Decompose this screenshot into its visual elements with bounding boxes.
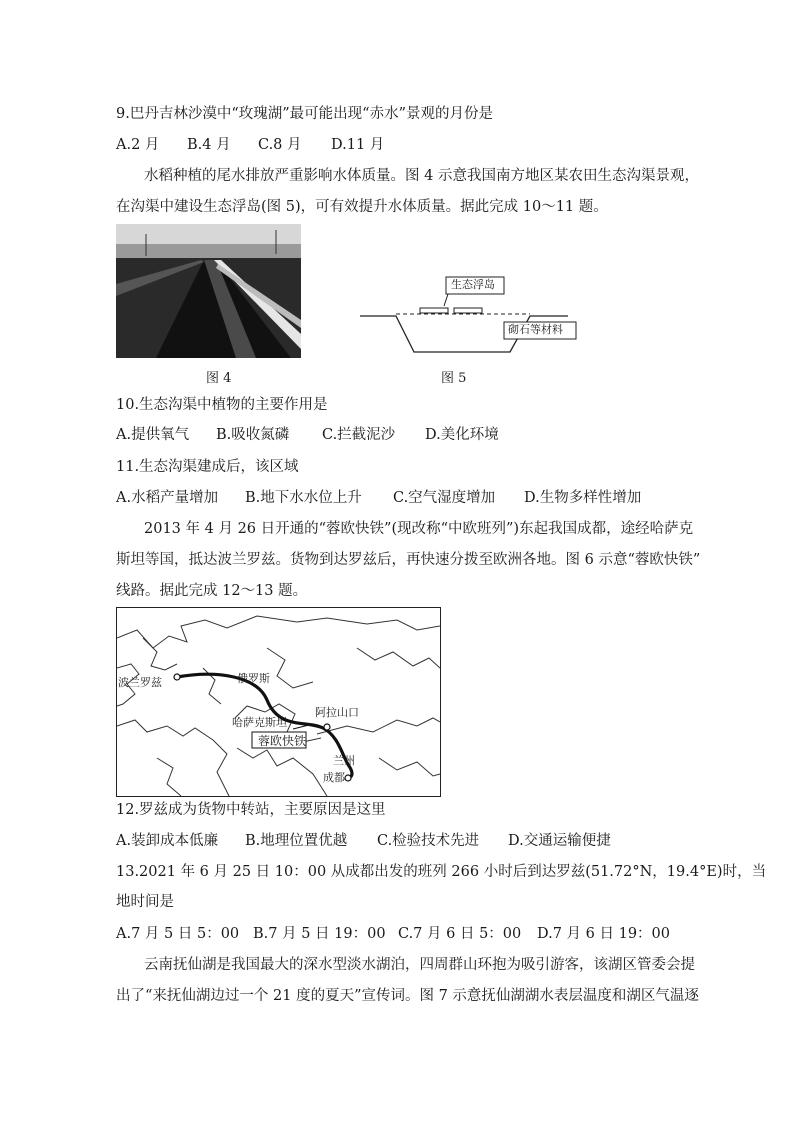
q11-option-b: B.地下水水位上升 <box>245 490 362 506</box>
q9-option-d: D.11 月 <box>331 137 385 153</box>
q9-option-a: A.2 月 <box>116 137 160 153</box>
q9-stem: 9.巴丹吉林沙漠中“玫瑰湖”最可能出现“赤水”景观的月份是 <box>116 106 493 122</box>
q10-stem: 10.生态沟渠中植物的主要作用是 <box>116 397 328 413</box>
figure-4-caption: 图 4 <box>206 371 232 386</box>
q13-stem-line2: 地时间是 <box>116 894 174 910</box>
map-label-kazakhstan: 哈萨克斯坦 <box>232 716 287 729</box>
q12-stem: 12.罗兹成为货物中转站，主要原因是这里 <box>116 802 386 818</box>
figure-5-material-label: 砌石等材料 <box>508 323 563 336</box>
figure-4-photo <box>116 224 301 358</box>
q10-option-b: B.吸收氮磷 <box>216 427 290 443</box>
passage2-line2: 斯坦等国，抵达波兰罗兹。货物到达罗兹后，再快速分拨至欧洲各地。图 6 示意“蓉欧快铁” <box>116 552 701 568</box>
q10-option-a: A.提供氧气 <box>116 427 190 443</box>
q9-option-c: C.8 月 <box>258 137 302 153</box>
map-label-russia: 俄罗斯 <box>237 672 270 685</box>
q13-option-b: B.7 月 5 日 19：00 <box>253 926 386 942</box>
route-map-svg <box>117 608 440 796</box>
map-label-alashankou: 阿拉山口 <box>315 706 359 719</box>
q13-option-c: C.7 月 6 日 5：00 <box>398 926 522 942</box>
q10-option-d: D.美化环境 <box>425 427 499 443</box>
map-label-lanzhou: 兰州 <box>333 754 355 767</box>
q11-option-a: A.水稻产量增加 <box>116 490 219 506</box>
q12-option-c: C.检验技术先进 <box>377 833 480 849</box>
q11-option-d: D.生物多样性增加 <box>524 490 642 506</box>
q12-option-d: D.交通运输便捷 <box>508 833 611 849</box>
passage3-line1: 云南抚仙湖是我国最大的深水型淡水湖泊，四周群山环抱为吸引游客，该湖区管委会提 <box>144 957 695 973</box>
q12-option-a: A.装卸成本低廉 <box>116 833 219 849</box>
q13-stem-line1: 13.2021 年 6 月 25 日 10：00 从成都出发的班列 266 小时后到达罗兹(51.72°N，19.4°E)时，当 <box>116 864 767 880</box>
ditch-photo-illustration <box>116 224 301 358</box>
passage1-line2: 在沟渠中建设生态浮岛(图 5)，可有效提升水体质量。据此完成 10～11 题。 <box>116 199 608 215</box>
map-label-lodz: 波兰罗兹 <box>118 676 162 689</box>
q10-option-c: C.拦截泥沙 <box>322 427 396 443</box>
passage3-line2: 出了“来抚仙湖边过一个 21 度的夏天”宣传词。图 7 示意抚仙湖湖水表层温度和湖区气温逐 <box>116 988 699 1004</box>
q11-stem: 11.生态沟渠建成后，该区域 <box>116 459 299 475</box>
q11-option-c: C.空气湿度增加 <box>393 490 496 506</box>
figure-5-caption: 图 5 <box>441 371 467 386</box>
q9-option-b: B.4 月 <box>187 137 231 153</box>
map-label-chengdu: 成都 <box>323 771 345 784</box>
q13-option-a: A.7 月 5 日 5：00 <box>116 926 240 942</box>
figure-5-island-label: 生态浮岛 <box>451 278 495 291</box>
passage1-line1: 水稻种植的尾水排放严重影响水体质量。图 4 示意我国南方地区某农田生态沟渠景观， <box>144 168 699 184</box>
passage2-line3: 线路。据此完成 12～13 题。 <box>116 583 308 599</box>
map-label-route: 蓉欧快铁 <box>258 734 307 748</box>
q13-option-d: D.7 月 6 日 19：00 <box>537 926 671 942</box>
figure-6-map <box>116 607 441 797</box>
passage2-line1: 2013 年 4 月 26 日开通的“蓉欧快铁”(现改称“中欧班列”)东起我国成都，途经哈萨克 <box>144 521 694 537</box>
q12-option-b: B.地理位置优越 <box>245 833 348 849</box>
